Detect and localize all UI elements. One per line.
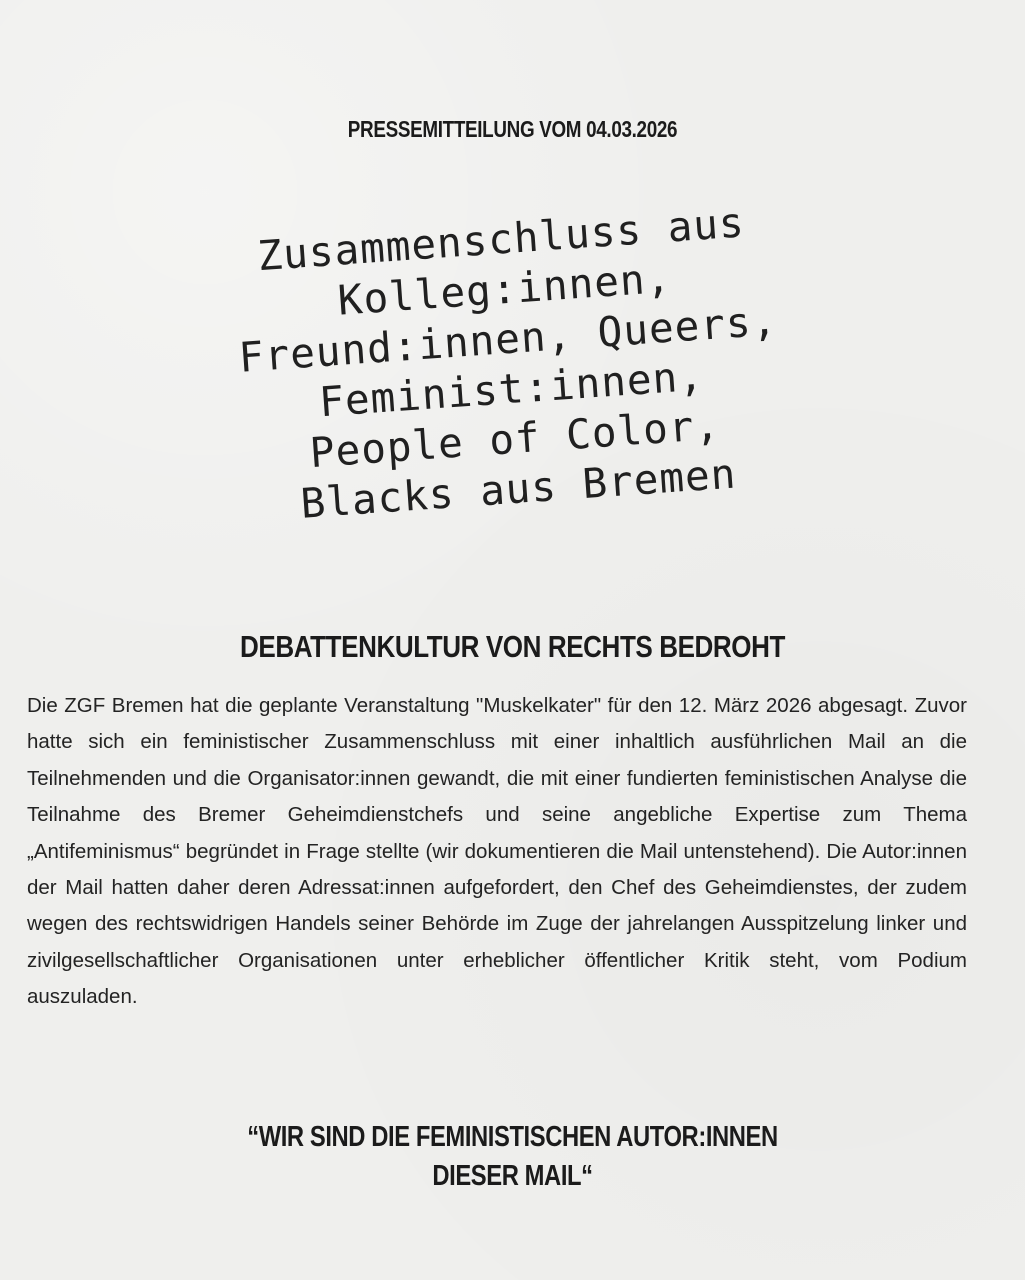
main-headline: Zusammenschluss aus Kolleg:innen, Freund:innen, Queers, Feminist:innen, People of Color, Blacks aus Bremen [237,198,779,528]
quote-block [92,1118,933,1196]
section-title: DEBATTENKULTUR VON RECHTS BEDROHT [239,628,786,664]
headline-block [150,194,870,534]
body-paragraph: Die ZGF Bremen hat die geplante Veranstaltung "Muskelkater" für den 12. März 2026 abgesagt. Zuvor hatte sich ein feministischer Zusammenschluss mit einer inhaltlich ausführlichen Mail an die Teilnehmenden und die Organisator:innen gewandt, die mit einer fundierten feministischen Analyse die Teilnahme des Bremer Geheimdienstchefs und seine angebliche Expertise zum Thema „Antifeminismus“ begründet in Frage stellte (wir dokumentieren die Mail untenstehend). Die Autor:innen der Mail hatten daher deren Adressat:innen aufgefordert, den Chef des Geheimdienstes, der zudem wegen des rechtswidrigen Handels seiner Behörde im Zuge der jahrelangen Ausspitzelung linker und zivilgesellschaftlicher Organisationen unter erheblicher öffentlicher Kritik steht, vom Podium auszuladen. [27,694,967,1009]
quote-line-2: DIESER MAIL“ [432,1160,593,1192]
press-release-label: PRESSEMITTEILUNG VOM 04.03.2026 [347,116,678,142]
quote-line-1: “WIR SIND DIE FEMINISTISCHEN AUTOR:INNEN [247,1121,778,1153]
